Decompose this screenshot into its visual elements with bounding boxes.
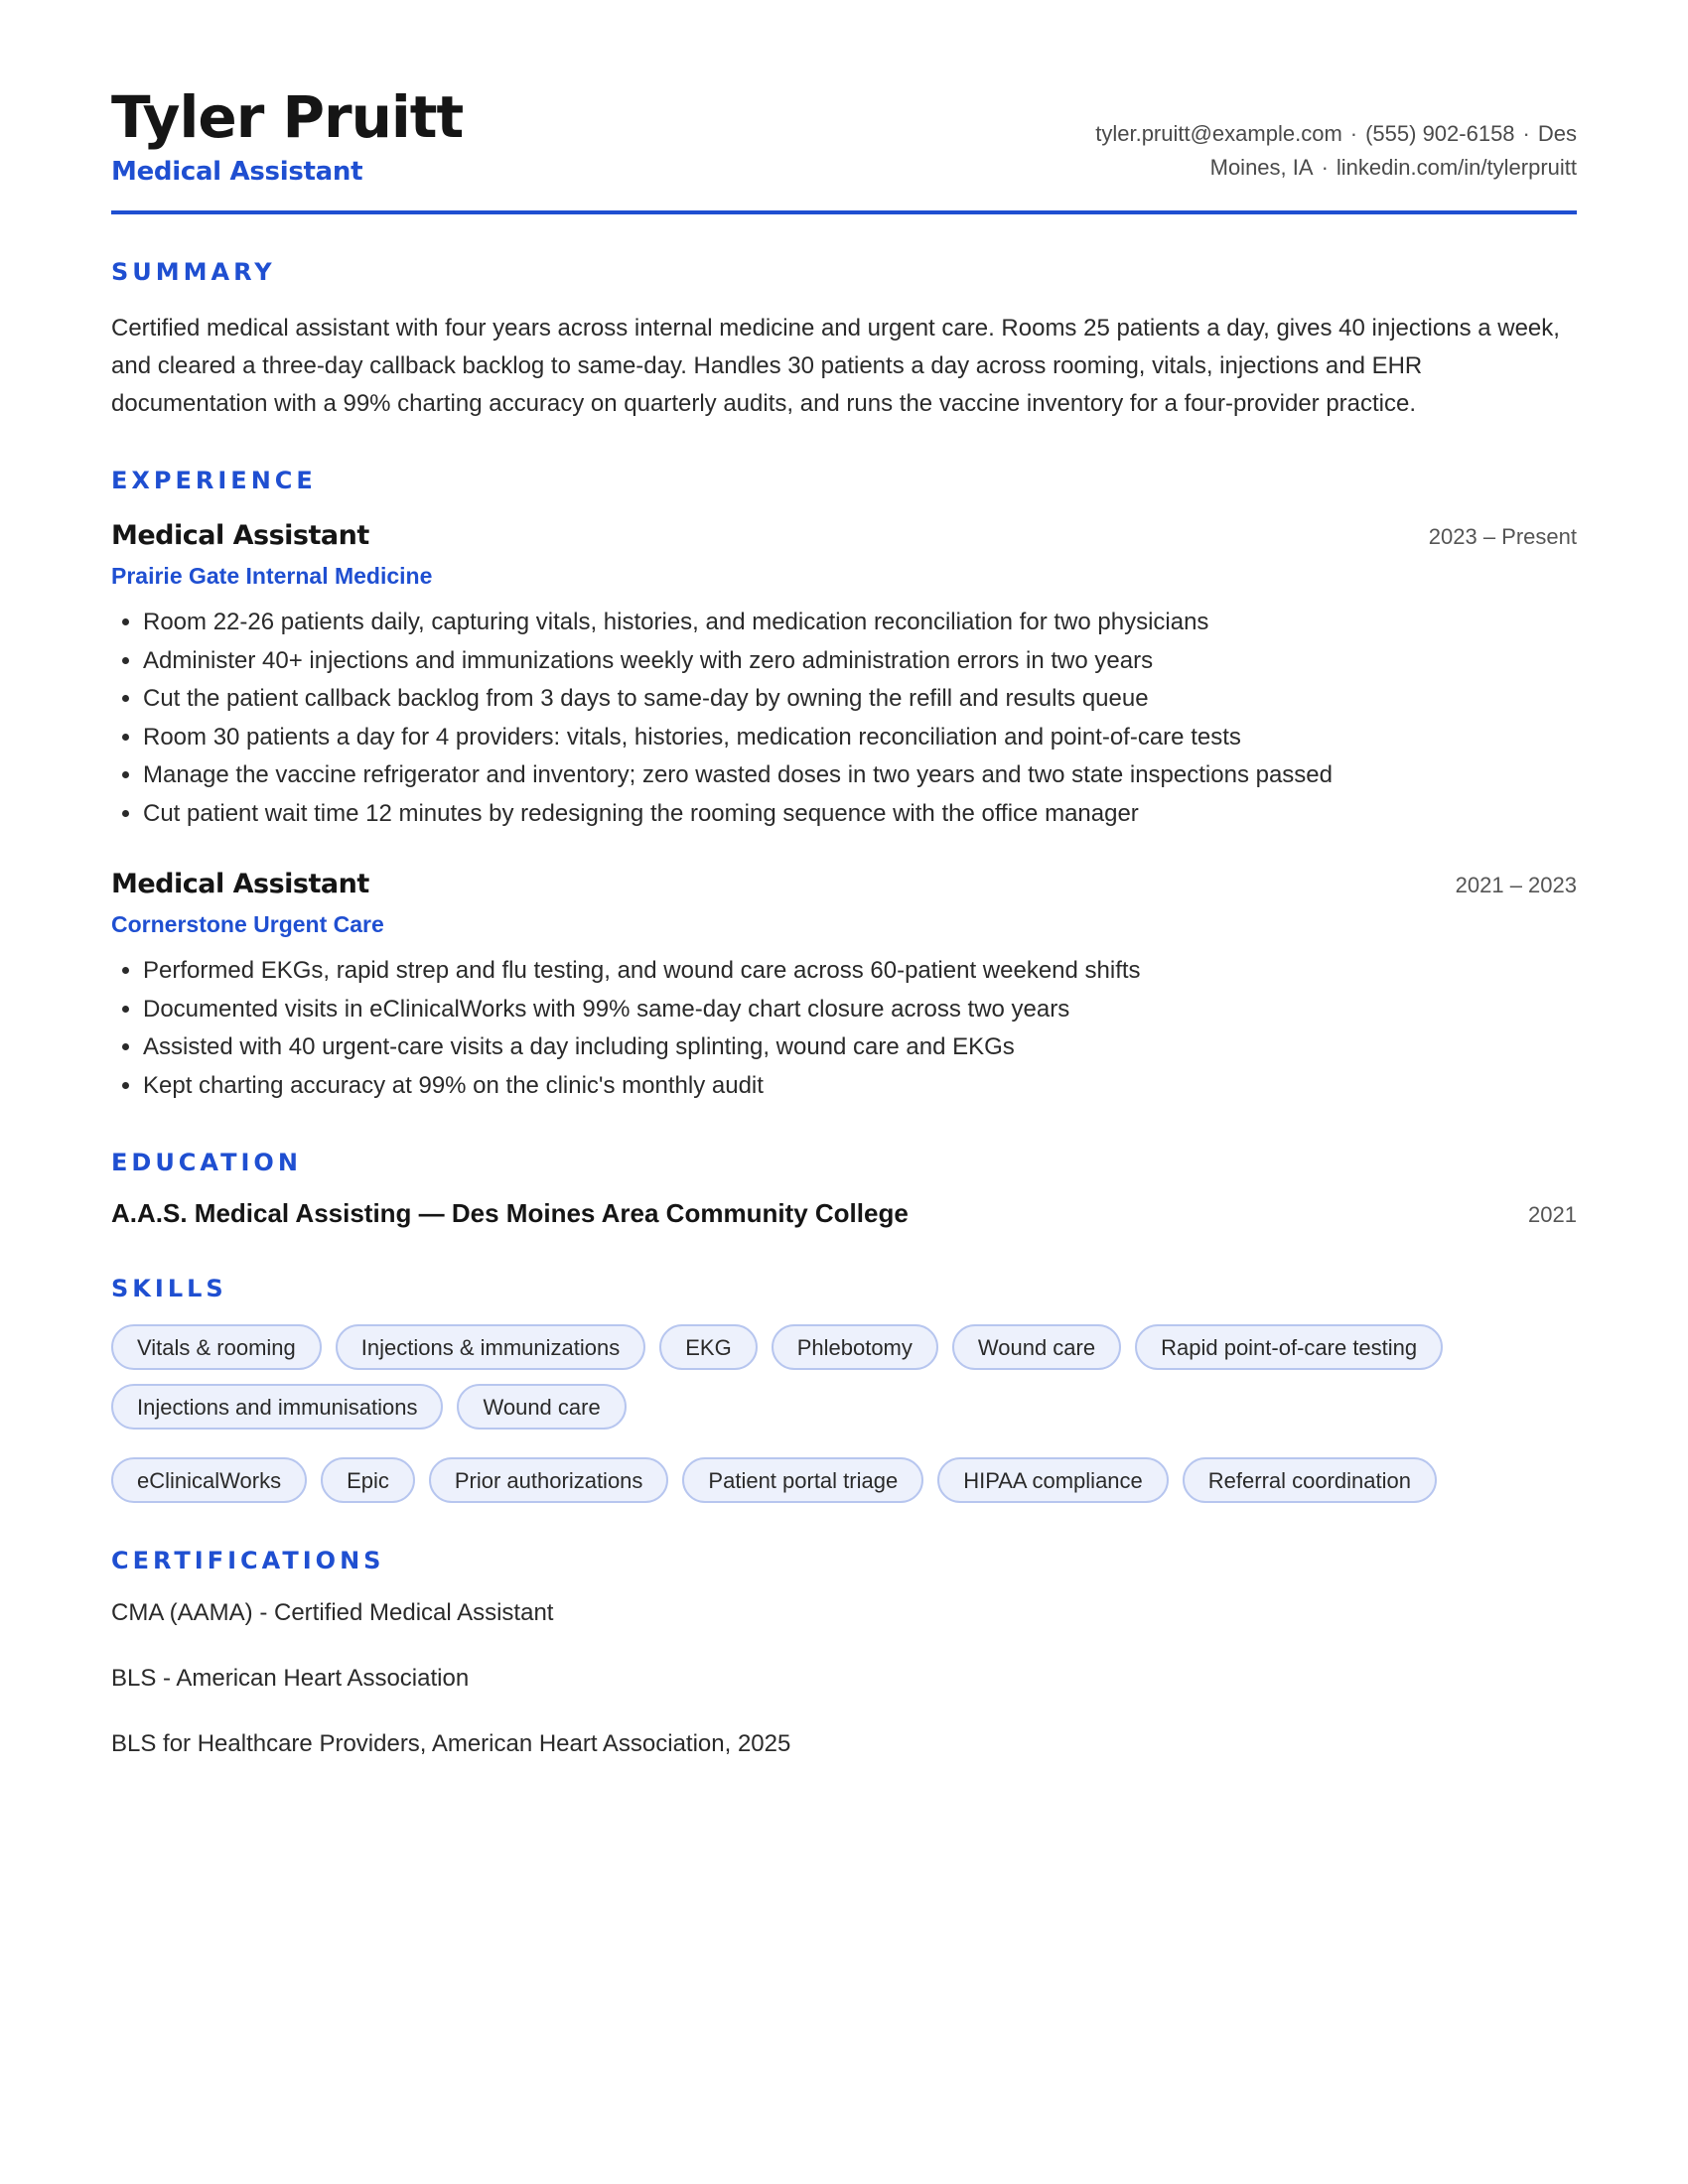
contact-separator: · <box>1321 155 1329 180</box>
skill-chip: Vitals & rooming <box>111 1324 322 1370</box>
skill-chip: Phlebotomy <box>772 1324 938 1370</box>
certification-item: BLS - American Heart Association <box>111 1665 470 1692</box>
education-year: 2021 <box>1528 1202 1577 1227</box>
resume-header <box>111 85 1577 214</box>
contact-email[interactable]: tyler.pruitt@example.com <box>1095 121 1342 146</box>
education-entry <box>111 1198 1577 1229</box>
job-entry <box>111 520 1577 833</box>
job-bullet: • Kept charting accuracy at 99% on the clinic's monthly audit <box>143 1067 1577 1106</box>
job-company: Cornerstone Urgent Care <box>111 911 384 937</box>
skill-chip: EKG <box>659 1324 757 1370</box>
job-title: Medical Assistant <box>111 520 369 551</box>
certification-item: BLS for Healthcare Providers, American Heart Association, 2025 <box>111 1730 791 1757</box>
summary-section <box>111 258 1577 423</box>
job-bullet: • Manage the vaccine refrigerator and inventory; zero wasted doses in two years and two state inspections passed <box>143 756 1577 795</box>
education-heading: EDUCATION <box>111 1149 302 1176</box>
contact-linkedin[interactable]: linkedin.com/in/tylerpruitt <box>1336 155 1577 180</box>
skill-group-clinical <box>111 1324 1577 1430</box>
experience-section <box>111 467 1577 1105</box>
job-bullet: • Performed EKGs, rapid strep and flu testing, and wound care across 60-patient weekend shifts <box>143 952 1577 991</box>
job-bullets <box>111 952 1577 1105</box>
job-bullet: • Assisted with 40 urgent-care visits a day including splinting, wound care and EKGs <box>143 1028 1577 1067</box>
job-dates: 2023 – Present <box>1428 524 1577 549</box>
job-entry <box>111 869 1577 1105</box>
job-company: Prairie Gate Internal Medicine <box>111 563 433 589</box>
job-bullet: • Room 22-26 patients daily, capturing vitals, histories, and medication reconciliation for two physicians <box>143 604 1577 642</box>
job-bullet: • Documented visits in eClinicalWorks with 99% same-day chart closure across two years <box>143 991 1577 1029</box>
skills-section <box>111 1275 1577 1503</box>
certifications-section <box>111 1547 1577 1761</box>
skill-chip: Injections & immunizations <box>336 1324 645 1370</box>
summary-heading: SUMMARY <box>111 258 276 286</box>
job-header <box>111 520 1577 551</box>
skill-chip: Epic <box>321 1457 415 1503</box>
skill-chip: Referral coordination <box>1183 1457 1437 1503</box>
job-bullets <box>111 604 1577 833</box>
job-title: Medical Assistant <box>111 869 369 899</box>
skill-chip: Wound care <box>457 1384 626 1430</box>
experience-heading: EXPERIENCE <box>111 467 317 494</box>
skills-heading: SKILLS <box>111 1275 227 1302</box>
skill-chip: Patient portal triage <box>682 1457 923 1503</box>
skill-chip: Rapid point-of-care testing <box>1135 1324 1443 1370</box>
education-degree: A.A.S. Medical Assisting — Des Moines Area Community College <box>111 1198 909 1228</box>
summary-text: Certified medical assistant with four years across internal medicine and urgent care. Rooms 25 patients a day, gives 40 injections a week, and cleared a three-day callback backlog to same-day. Handles 30 patients a day across rooming, vitals, injections and EHR documentation with a 99% charting accuracy on quarterly audits, and runs the vaccine inventory for a four-provider practice. <box>111 315 1560 417</box>
job-bullet: • Room 30 patients a day for 4 providers: vitals, histories, medication reconciliation and point-of-care tests <box>143 719 1577 757</box>
job-bullet: • Cut the patient callback backlog from 3 days to same-day by owning the refill and results queue <box>143 680 1577 719</box>
education-section <box>111 1149 1577 1229</box>
skill-chip: Prior authorizations <box>429 1457 669 1503</box>
candidate-role: Medical Assistant <box>111 157 363 187</box>
certifications-list <box>111 1596 1577 1761</box>
skill-chip: Wound care <box>952 1324 1121 1370</box>
skill-chip: Injections and immunisations <box>111 1384 443 1430</box>
job-bullet: • Cut patient wait time 12 minutes by redesigning the rooming sequence with the office manager <box>143 795 1577 834</box>
certification-item: CMA (AAMA) - Certified Medical Assistant <box>111 1599 554 1626</box>
skill-chip: eClinicalWorks <box>111 1457 307 1503</box>
name-block <box>111 85 463 189</box>
contact-location: Des Moines, IA <box>1209 121 1577 180</box>
contact-separator: · <box>1522 121 1530 146</box>
contact-info <box>1021 117 1577 185</box>
job-bullet: • Administer 40+ injections and immunizations weekly with zero administration errors in two years <box>143 642 1577 681</box>
job-dates: 2021 – 2023 <box>1455 873 1577 897</box>
skill-chip: HIPAA compliance <box>937 1457 1169 1503</box>
certifications-heading: CERTIFICATIONS <box>111 1547 385 1574</box>
contact-phone[interactable]: (555) 902-6158 <box>1365 121 1515 146</box>
contact-separator: · <box>1349 121 1358 146</box>
skill-group-administrative <box>111 1457 1577 1503</box>
candidate-name: Tyler Pruitt <box>111 83 464 151</box>
job-header <box>111 869 1577 899</box>
